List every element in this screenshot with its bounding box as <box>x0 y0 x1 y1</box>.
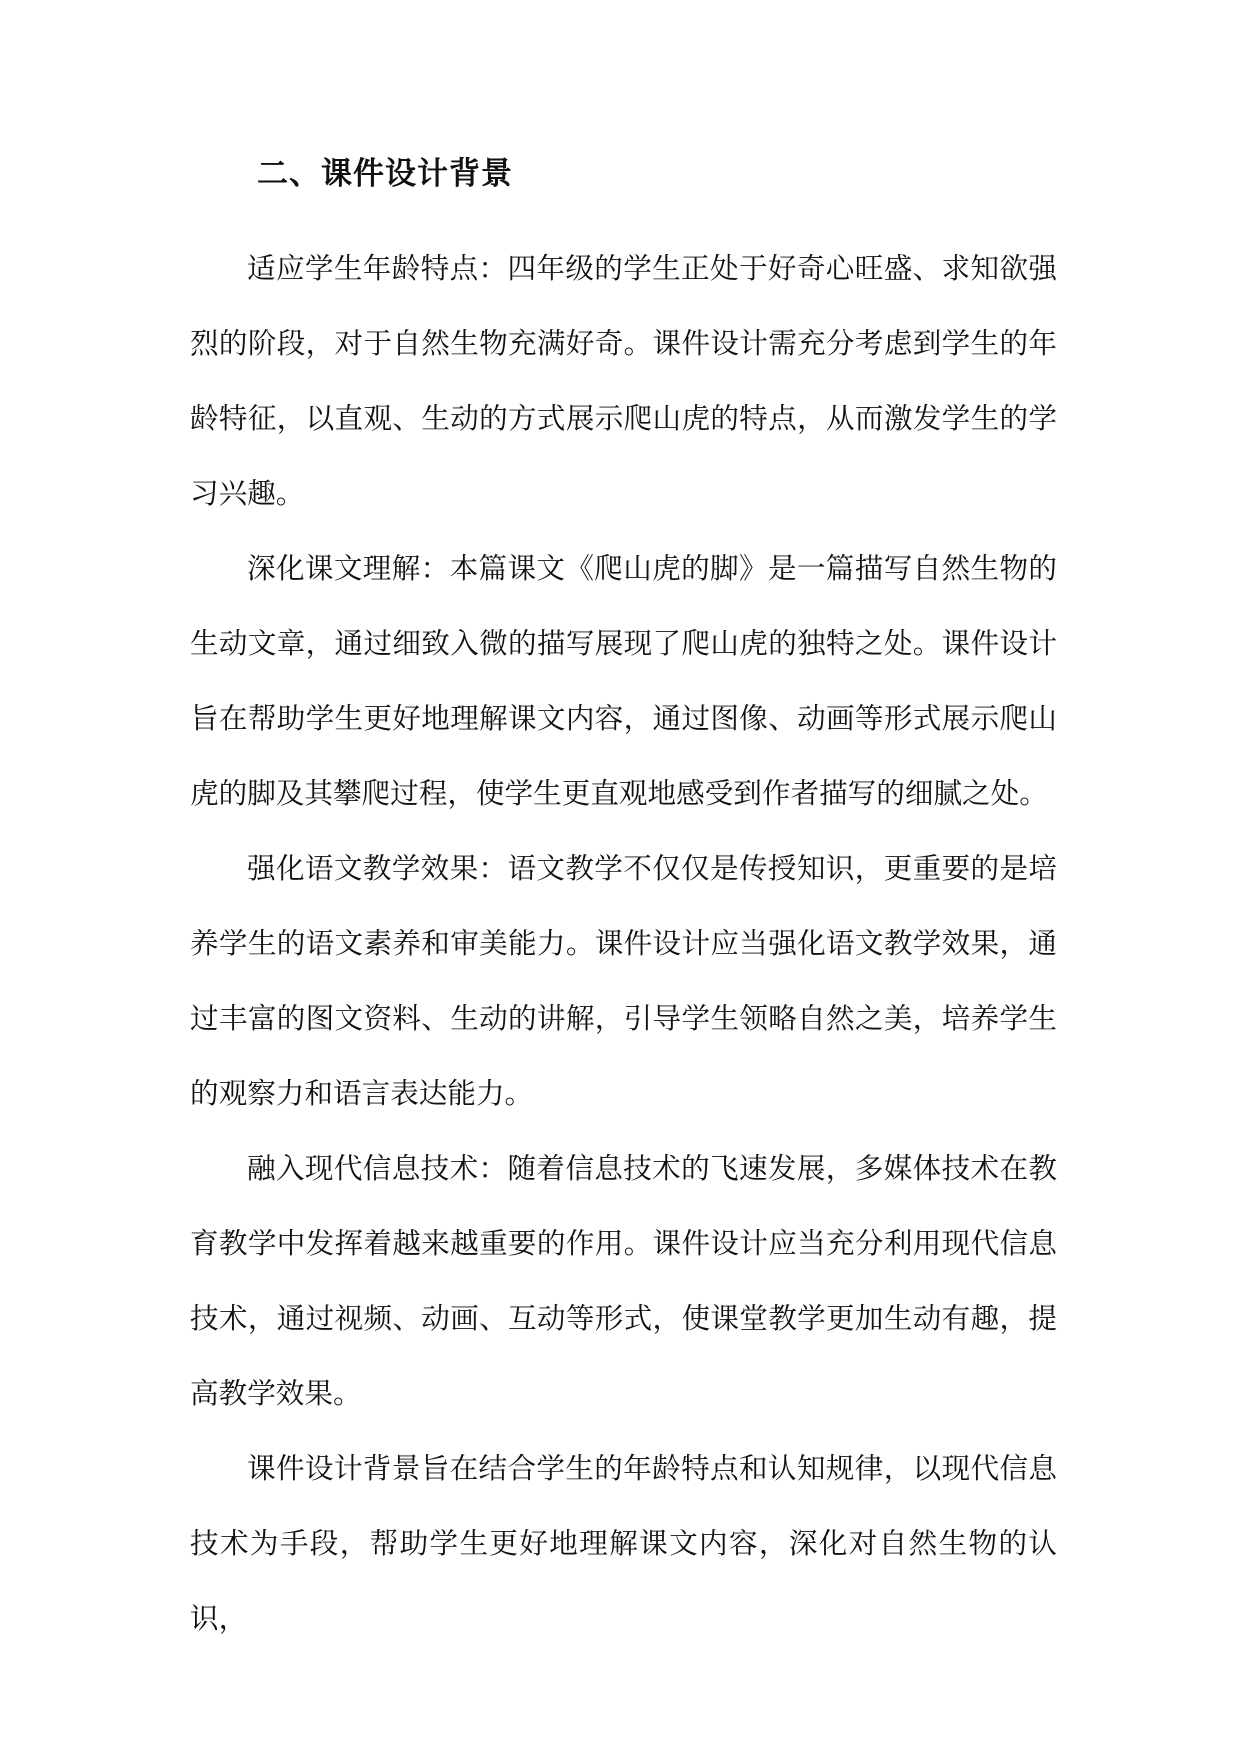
paragraph-information-technology: 融入现代信息技术：随着信息技术的飞速发展，多媒体技术在教育教学中发挥着越来越重要的作用。课件设计应当充分利用现代信息技术，通过视频、动画、互动等形式，使课堂教学更加生动有趣，提高教学效果。 <box>190 1151 1057 1410</box>
paragraph-age-characteristics: 适应学生年龄特点：四年级的学生正处于好奇心旺盛、求知欲强烈的阶段，对于自然生物充满好奇。课件设计需充分考虑到学生的年龄特征，以直观、生动的方式展示爬山虎的特点，从而激发学生的学习兴趣。 <box>190 251 1057 510</box>
body-text <box>190 231 1057 1656</box>
paragraph-summary: 课件设计背景旨在结合学生的年龄特点和认知规律，以现代信息技术为手段，帮助学生更好地理解课文内容，深化对自然生物的认识， <box>190 1451 1057 1635</box>
paragraph-text-understanding: 深化课文理解：本篇课文《爬山虎的脚》是一篇描写自然生物的生动文章，通过细致入微的描写展现了爬山虎的独特之处。课件设计旨在帮助学生更好地理解课文内容，通过图像、动画等形式展示爬山虎的脚及其攀爬过程，使学生更直观地感受到作者描写的细腻之处。 <box>190 551 1057 810</box>
section-heading: 二、课件设计背景 <box>257 156 513 192</box>
paragraph-teaching-effect: 强化语文教学效果：语文教学不仅仅是传授知识，更重要的是培养学生的语文素养和审美能力。课件设计应当强化语文教学效果，通过丰富的图文资料、生动的讲解，引导学生领略自然之美，培养学生的观察力和语言表达能力。 <box>190 851 1057 1110</box>
